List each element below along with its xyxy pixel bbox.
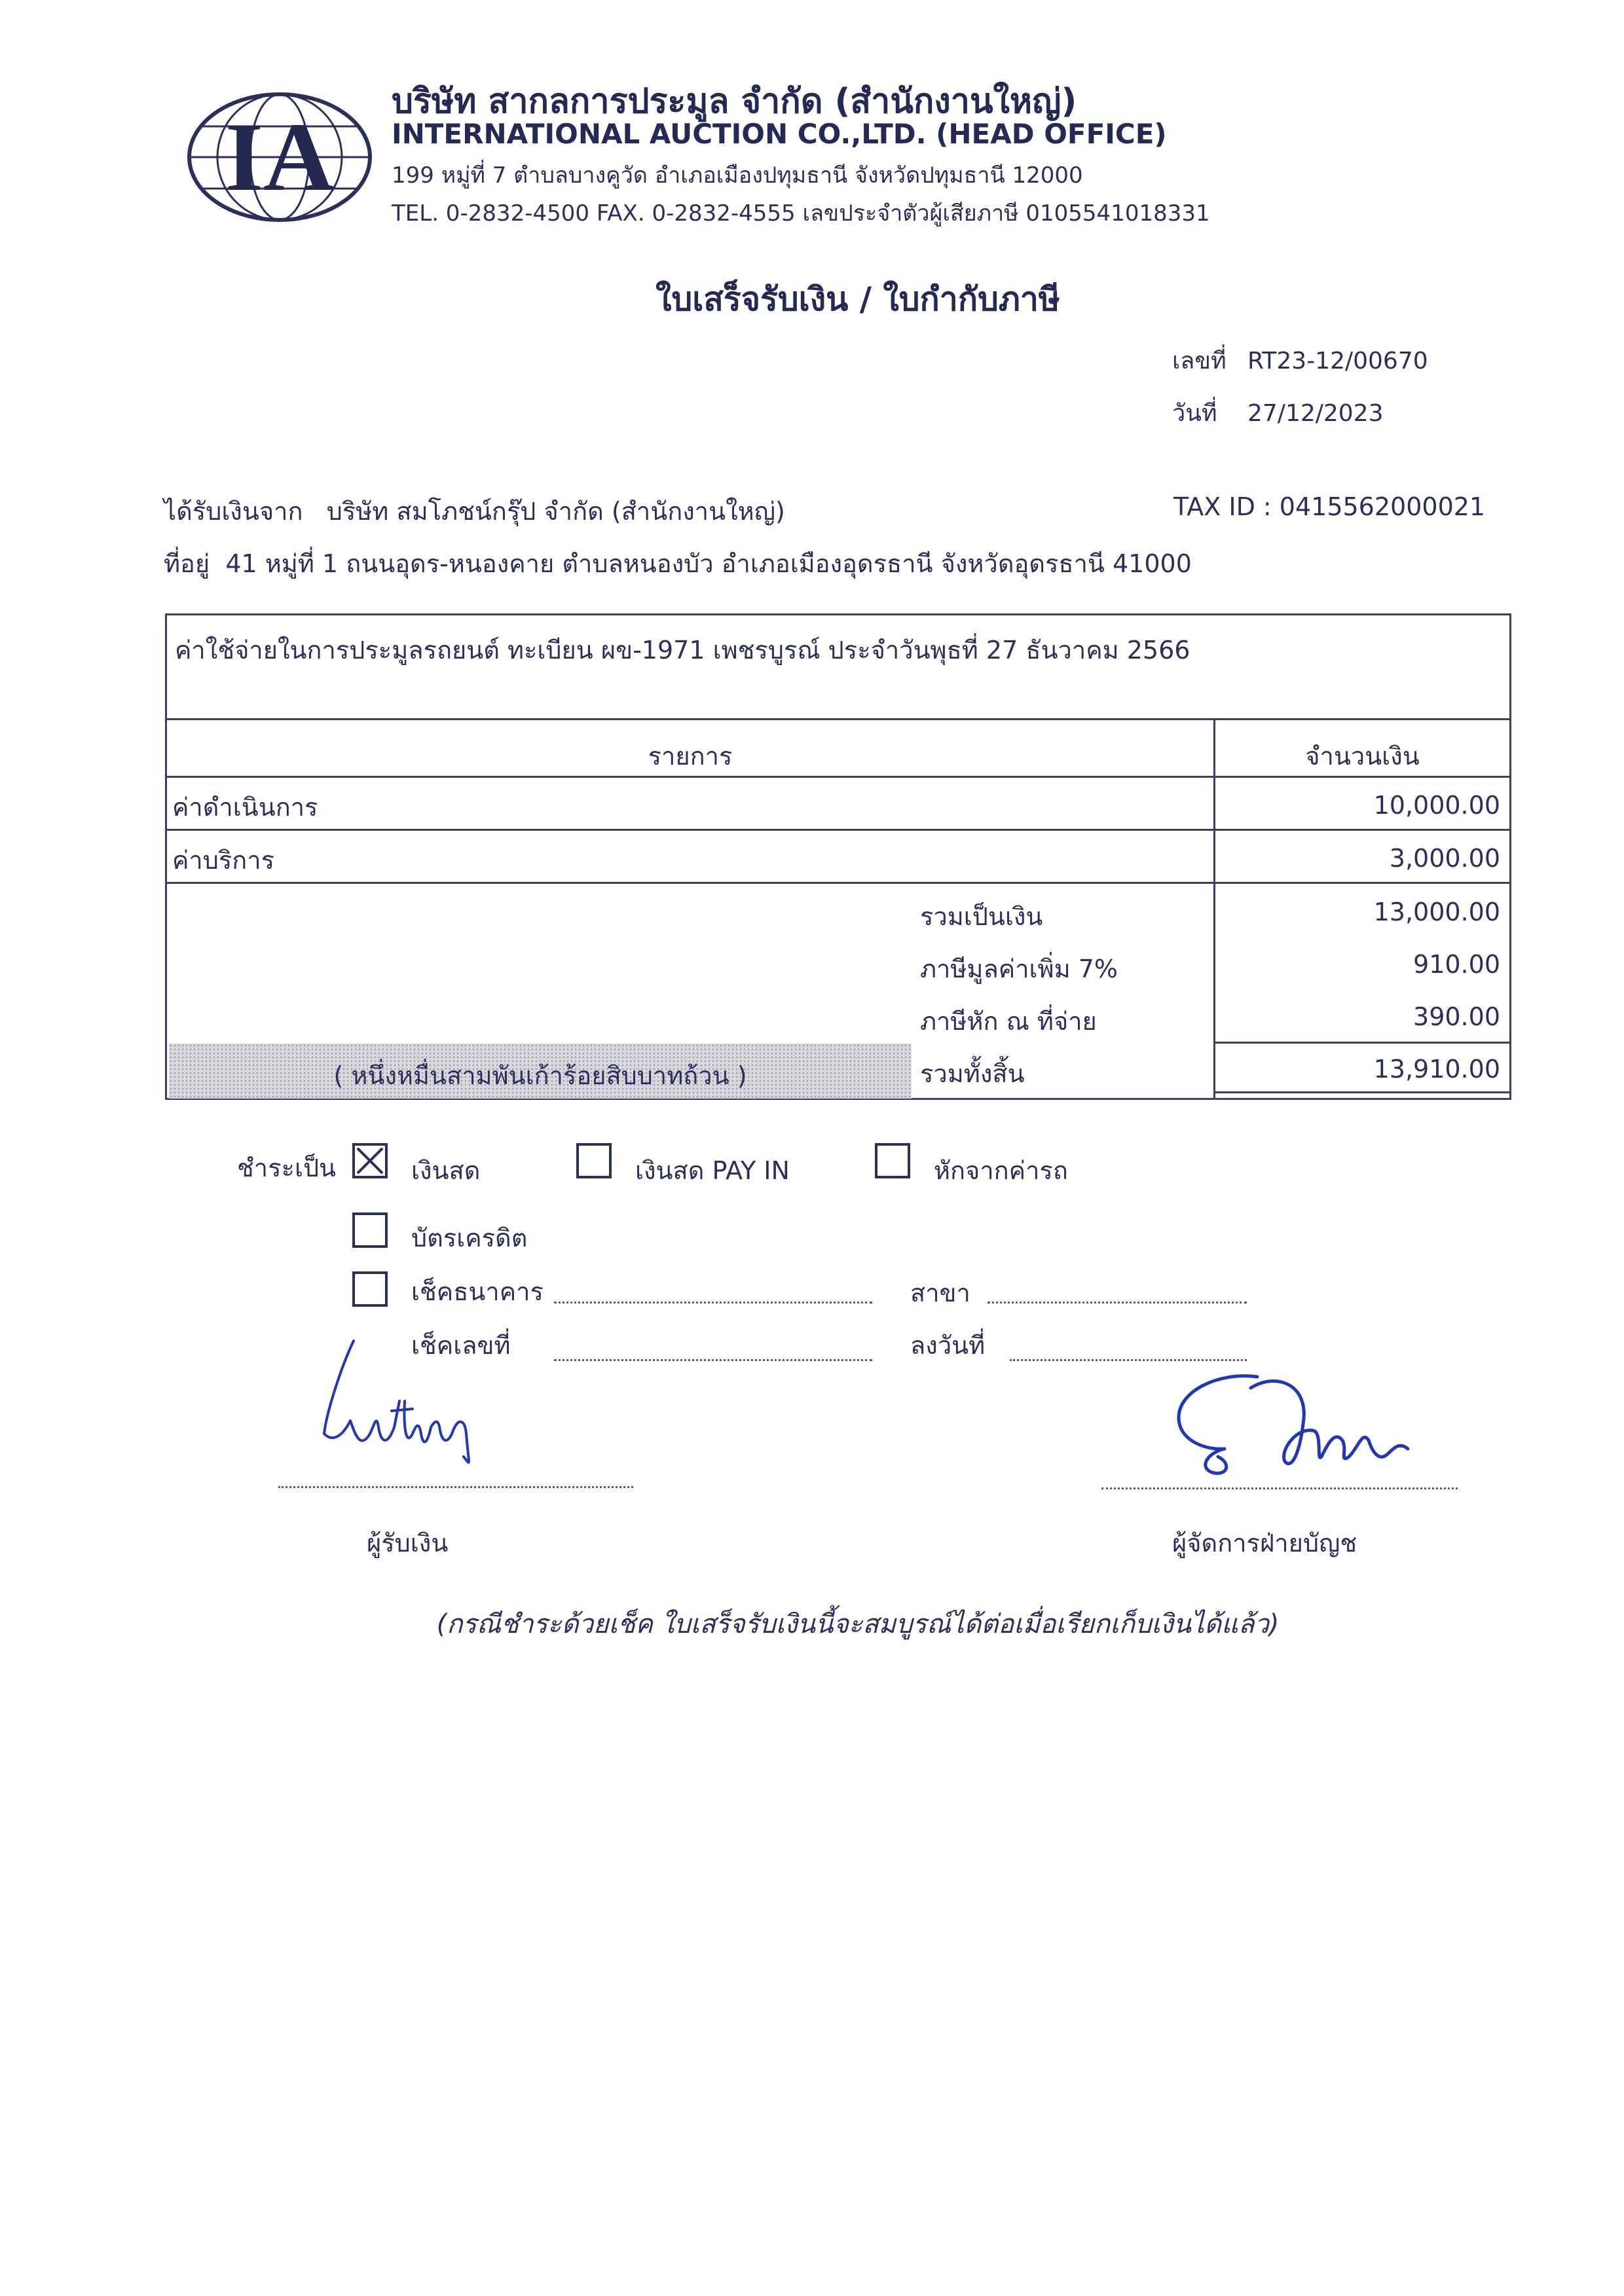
divider — [167, 829, 1509, 831]
receiver-signature-line — [278, 1486, 633, 1488]
document-number — [1172, 342, 1428, 379]
company-name-th: บริษัท สากลการประมูล จำกัด (สำนักงานใหญ่) — [392, 82, 1077, 121]
company-logo — [185, 90, 375, 225]
items-table — [165, 613, 1511, 1100]
amount-in-words-box — [169, 1044, 912, 1099]
bank-cheque-checkbox[interactable] — [352, 1271, 388, 1307]
cash-checkbox[interactable] — [352, 1143, 388, 1178]
withholding-tax-value: 390.00 — [1413, 1002, 1500, 1031]
document-date — [1172, 394, 1384, 431]
table-row-amount: 10,000.00 — [1373, 791, 1500, 820]
company-name-en: INTERNATIONAL AUCTION CO.,LTD. (HEAD OFFICE) — [392, 118, 1167, 150]
accounting-manager-label: ผู้จัดการฝ่ายบัญช — [1172, 1529, 1357, 1558]
document-date-value: 27/12/2023 — [1247, 400, 1384, 427]
cheque-date-line[interactable] — [1010, 1359, 1247, 1361]
vat-label: ภาษีมูลค่าเพิ่ม 7% — [920, 955, 1118, 983]
table-row-item: ค่าบริการ — [172, 846, 275, 875]
table-row-item: ค่าดำเนินการ — [172, 793, 318, 822]
received-from-label: ได้รับเงินจาก — [164, 497, 303, 526]
cheque-number-label: เช็คเลขที่ — [411, 1331, 511, 1360]
cash-label: เงินสด — [411, 1156, 481, 1185]
customer-address-line — [164, 543, 1192, 583]
vat-value: 910.00 — [1413, 950, 1500, 979]
subtotal-label: รวมเป็นเงิน — [920, 902, 1043, 931]
subtotal-value: 13,000.00 — [1373, 898, 1500, 926]
divider — [167, 882, 1509, 884]
bank-cheque-label: เช็คธนาคาร — [411, 1277, 544, 1306]
deduct-from-car-checkbox[interactable] — [875, 1143, 910, 1178]
customer-address-label: ที่อยู่ — [164, 549, 210, 578]
deduct-from-car-label: หักจากค่ารถ — [934, 1156, 1068, 1185]
cheque-note: (กรณีชำระด้วยเช็ค ใบเสร็จรับเงินนี้จะสมบูรณ์ได้ต่อเมื่อเรียกเก็บเงินได้แล้ว) — [436, 1609, 1280, 1639]
customer-name: บริษัท สมโภชน์กรุ๊ป จำกัด (สำนักงานใหญ่) — [326, 497, 785, 526]
cash-pay-in-checkbox[interactable] — [576, 1143, 612, 1178]
cheque-number-line[interactable] — [554, 1359, 872, 1361]
grand-total-double-rule — [1213, 1091, 1509, 1093]
branch-label: สาขา — [910, 1279, 970, 1307]
table-row-amount: 3,000.00 — [1389, 844, 1500, 873]
svg-text:IA: IA — [225, 103, 335, 211]
manager-signature — [1166, 1365, 1428, 1489]
company-contact: TEL. 0-2832-4500 FAX. 0-2832-4555 เลขประจำตัวผู้เสียภาษี 0105541018331 — [392, 200, 1210, 227]
divider — [167, 718, 1509, 720]
company-address: 199 หมู่ที่ 7 ตำบลบางคูวัด อำเภอเมืองปทุมธานี จังหวัดปทุมธานี 12000 — [392, 162, 1083, 189]
cash-pay-in-label: เงินสด PAY IN — [635, 1156, 790, 1185]
bank-name-line[interactable] — [554, 1302, 872, 1303]
branch-line[interactable] — [987, 1302, 1247, 1303]
withholding-tax-label: ภาษีหัก ณ ที่จ่าย — [920, 1007, 1097, 1036]
cheque-date-label: ลงวันที่ — [910, 1331, 986, 1360]
credit-card-checkbox[interactable] — [352, 1212, 388, 1248]
credit-card-label: บัตรเครดิต — [411, 1224, 528, 1252]
receiver-signature — [314, 1336, 524, 1473]
amount-in-words: ( หนึ่งหมื่นสามพันเก้าร้อยสิบบาทถ้วน ) — [333, 1061, 747, 1090]
document-number-value: RT23-12/00670 — [1247, 348, 1428, 374]
grand-total-top-rule — [1213, 1042, 1509, 1044]
document-number-label: เลขที่ — [1172, 348, 1227, 374]
document-title: ใบเสร็จรับเงิน / ใบกำกับภาษี — [655, 280, 1060, 318]
manager-signature-line — [1101, 1487, 1458, 1489]
divider — [167, 776, 1509, 778]
grand-total-value: 13,910.00 — [1373, 1055, 1500, 1084]
receiver-label: ผู้รับเงิน — [367, 1529, 449, 1558]
received-from — [164, 491, 785, 531]
customer-address: 41 หมู่ที่ 1 ถนนอุดร-หนองคาย ตำบลหนองบัว อำเภอเมืองอุดรธานี จังหวัดอุดรธานี 41000 — [225, 549, 1192, 578]
payment-label: ชำระเป็น — [237, 1154, 337, 1182]
grand-total-label: รวมทั้งสิ้น — [920, 1059, 1025, 1088]
table-description: ค่าใช้จ่ายในการประมูลรถยนต์ ทะเบียน ผข-1971 เพชรบูรณ์ ประจำวันพุธที่ 27 ธันวาคม 2566 — [175, 636, 1190, 665]
column-header-item: รายการ — [648, 742, 733, 771]
column-header-amount: จำนวนเงิน — [1305, 742, 1420, 771]
document-date-label: วันที่ — [1172, 400, 1217, 427]
customer-tax-id: TAX ID : 0415562000021 — [1173, 492, 1486, 521]
